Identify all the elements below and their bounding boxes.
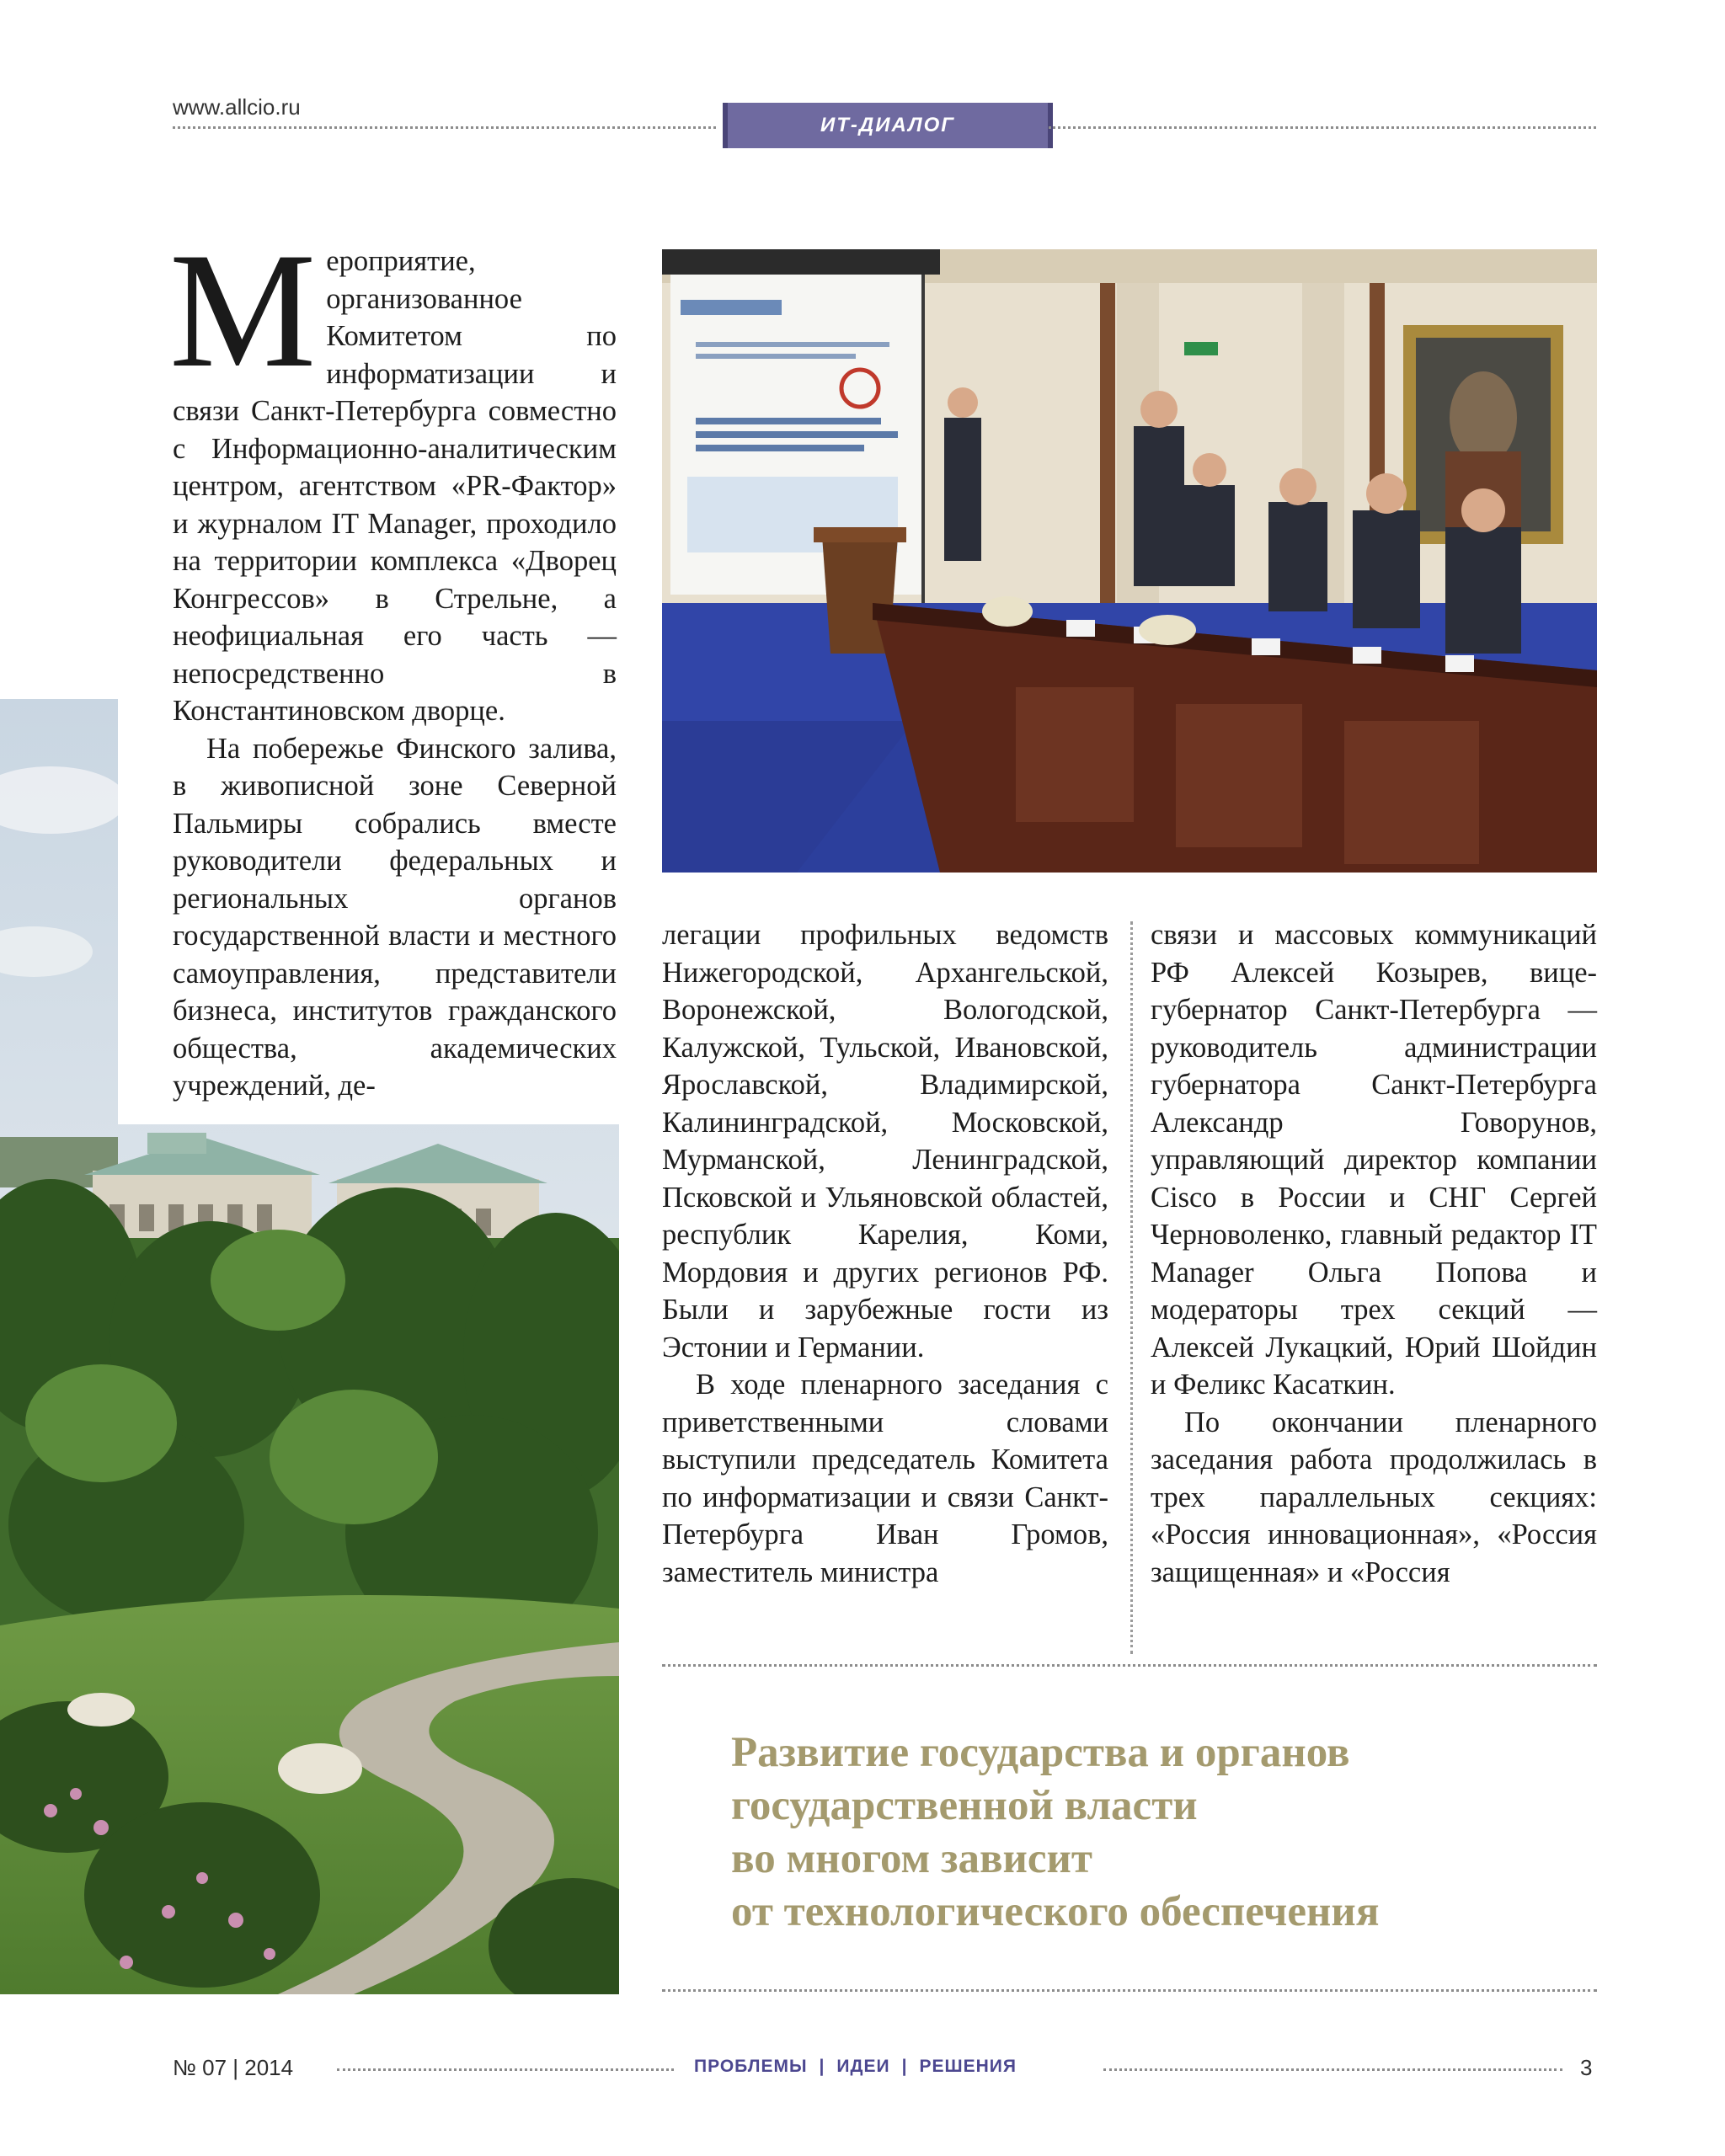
section-rubric: ИТ-ДИАЛОГ	[723, 103, 1053, 148]
drop-cap: М	[169, 219, 317, 402]
article-column-2	[662, 916, 1108, 1591]
issue-number: № 07 | 2014	[173, 2055, 294, 2080]
paragraph-sections: По окончании пленарного заседания работа продолжилась в трех параллельных секциях: «Россия инновационная», «Россия защищенная» и «Россия	[1151, 1406, 1597, 1588]
quote-rule-top	[662, 1664, 1597, 1667]
paragraph-delegations: легации профильных ведомств Нижегородской, Архангельской, Воронежской, Вологодской, Калужской, Тульской, Ивановской, Ярославской, Владимирской, Калининградской, Московской, Мурманской, Ленинградской, Псковской и Ульяновской областей, республик Карелия, Коми, Мордовия и других регионов РФ. Были и зарубежные гости из Эстонии и Германии.	[662, 919, 1108, 1364]
footer-rule-left	[337, 2068, 674, 2071]
footer-rule-right	[1103, 2068, 1562, 2071]
header-rule-right	[1049, 126, 1596, 129]
paragraph-plenary: В ходе пленарного заседания с приветственными словами выступили председатель Комитета по информатизации и связи Санкт-Петербурга Иван Громов, заместитель министра	[662, 1369, 1108, 1588]
pull-quote-line: от технологического обеспечения	[731, 1888, 1380, 1935]
pull-quote-line: во многом зависит	[731, 1835, 1092, 1882]
pull-quote-line: государственной власти	[731, 1782, 1198, 1829]
site-url: www.allcio.ru	[173, 94, 301, 120]
article-column-3	[1151, 916, 1597, 1591]
paragraph-speakers: связи и массовых коммуникаций РФ Алексей Козырев, вице-губернатор Санкт-Петербурга — руководитель администрации губернатора Санкт-Петербурга Александр Говорунов, управляющий директор компании Cisco в России и СНГ Сергей Черноволенко, главный редактор IT Manager Ольга Попова и модераторы трех секций — Алексей Лукацкий, Юрий Шойдин и Феликс Касаткин.	[1151, 919, 1597, 1401]
paragraph-intro-text: ероприятие, организованное Комитетом по информатизации и связи Санкт-Петербурга совместно с Информационно-аналитическим центром, агентством «PR-Фактор» и журналом IT Manager, проходило на территории комплекса «Дворец Конгрессов» в Стрельне, а неофициальная его часть — непосредственно в Константиновском дворце.	[173, 245, 617, 727]
paragraph-intro	[169, 219, 617, 730]
footer-section: ИДЕИ	[836, 2057, 890, 2076]
article-column-1	[169, 219, 617, 1105]
pull-quote-line: Развитие государства и органов	[731, 1729, 1350, 1776]
header-rule-left	[173, 126, 716, 129]
page-number: 3	[1580, 2055, 1593, 2080]
column-separator	[1130, 921, 1133, 1654]
footer-section: ПРОБЛЕМЫ	[694, 2057, 808, 2076]
pull-quote	[731, 1726, 1607, 1939]
quote-rule-bottom	[662, 1989, 1597, 1992]
footer-slogan: ПРОБЛЕМЫ | ИДЕИ | РЕШЕНИЯ	[694, 2057, 1017, 2076]
conference-plenary-photo	[662, 249, 1597, 873]
paragraph-gulf: На побережье Финского залива, в живописной зоне Северной Пальмиры собрались вместе руководители федеральных и региональных органов государственной власти и местного самоуправления, представители бизнеса, институтов гражданского общества, академических учреждений, де-	[173, 732, 617, 1102]
footer-section: РЕШЕНИЯ	[919, 2057, 1017, 2076]
